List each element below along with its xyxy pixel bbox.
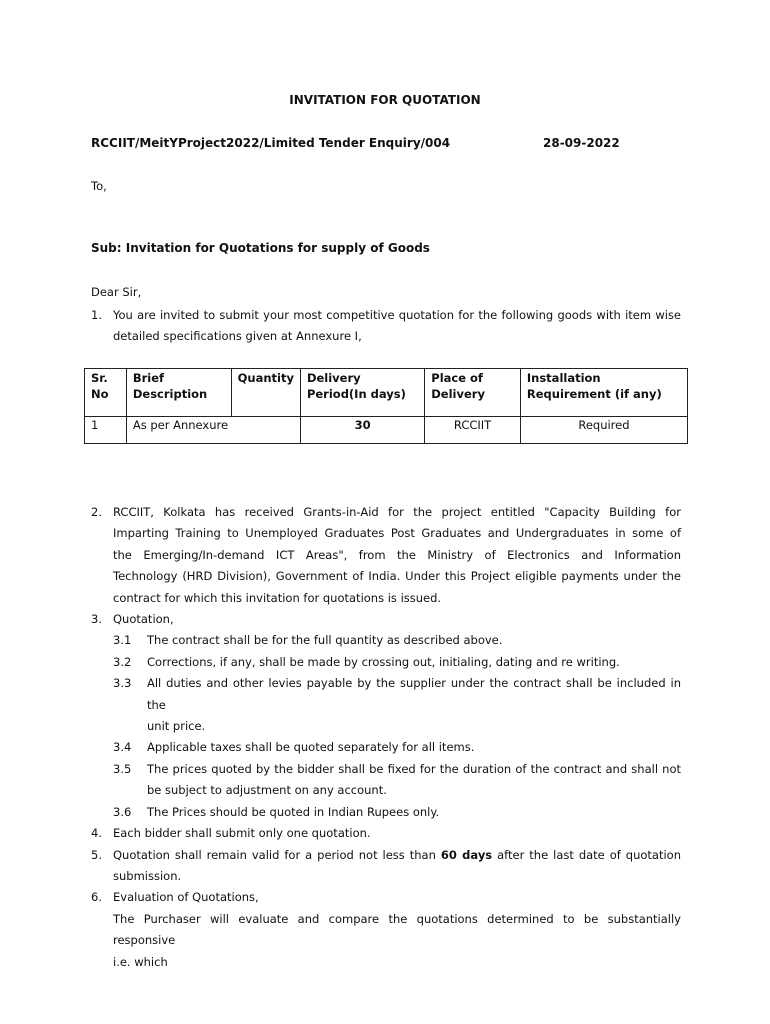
cell-place-of-delivery: RCCIIT xyxy=(425,417,521,444)
header-quantity: Quantity xyxy=(231,369,300,417)
cell-installation: Required xyxy=(520,417,687,444)
clause-3-4: 3.4 Applicable taxes shall be quoted separately for all items. xyxy=(113,740,475,755)
header-sr-no: Sr. No xyxy=(85,369,127,417)
validity-period: 60 days xyxy=(440,847,493,862)
paragraph-text: You are invited to submit your most competitive quotation for the following goods with item wise xyxy=(113,308,681,322)
table-header-row xyxy=(85,369,688,417)
document-title: INVITATION FOR QUOTATION xyxy=(289,93,481,107)
cell-sr-no: 1 xyxy=(85,417,127,444)
document-date: 28-09-2022 xyxy=(543,136,620,150)
cell-delivery-period: 30 xyxy=(300,417,424,444)
paragraph-2: 2. RCCIIT, Kolkata has received Grants-in-Aid for the project entitled "Capacity Building for Imparting Training to Unemployed Graduates Post Graduates and Undergraduates in some of the Emerging/In-demand ICT Areas", from the Ministry of Electronics and Information Technology (HRD Division), Government of India. Under this Project eligible payments under the contract for which this invitation for quotations is issued. xyxy=(91,505,681,605)
paragraph-1 xyxy=(91,305,681,347)
table-row xyxy=(85,417,688,444)
clause-3-1: 3.1 The contract shall be for the full quantity as described above. xyxy=(113,633,503,648)
paragraph-text: detailed specifications given at Annexure I, xyxy=(113,329,362,343)
clause-3-6: 3.6 The Prices should be quoted in Indian Rupees only. xyxy=(113,804,440,819)
subject-line: Sub: Invitation for Quotations for supply of Goods xyxy=(91,241,430,255)
clause-3-3: 3.3 All duties and other levies payable by the supplier under the contract shall be included in the unit price. xyxy=(113,676,681,734)
header-description: Brief Description xyxy=(126,369,231,417)
paragraph-number: 1. xyxy=(91,308,102,322)
addressee-label: To, xyxy=(91,179,107,193)
paragraph-3: 3. Quotation, xyxy=(91,612,174,627)
goods-table xyxy=(84,368,688,444)
clause-3-5: 3.5 The prices quoted by the bidder shall be fixed for the duration of the contract and shall not be subject to adjustment on any account. xyxy=(113,761,681,798)
reference-number: RCCIIT/MeitYProject2022/Limited Tender Enquiry/004 xyxy=(91,136,451,150)
header-delivery-period: Delivery Period(In days) xyxy=(300,369,424,417)
paragraph-4: 4. Each bidder shall submit only one quotation. xyxy=(91,826,371,841)
paragraph-6: 6. Evaluation of Quotations, The Purchaser will evaluate and compare the quotations determined to be substantially responsive i.e. which xyxy=(91,890,681,969)
cell-description: As per Annexure xyxy=(126,417,300,444)
salutation: Dear Sir, xyxy=(91,285,142,299)
paragraph-5: 5. Quotation shall remain valid for a period not less than 60 days after the last date of quotation submission. xyxy=(91,847,681,883)
header-installation: Installation Requirement (if any) xyxy=(520,369,687,417)
document-body xyxy=(91,502,681,973)
header-place-of-delivery: Place of Delivery xyxy=(425,369,521,417)
clause-3-2: 3.2 Corrections, if any, shall be made by crossing out, initialing, dating and re writing. xyxy=(113,654,620,669)
